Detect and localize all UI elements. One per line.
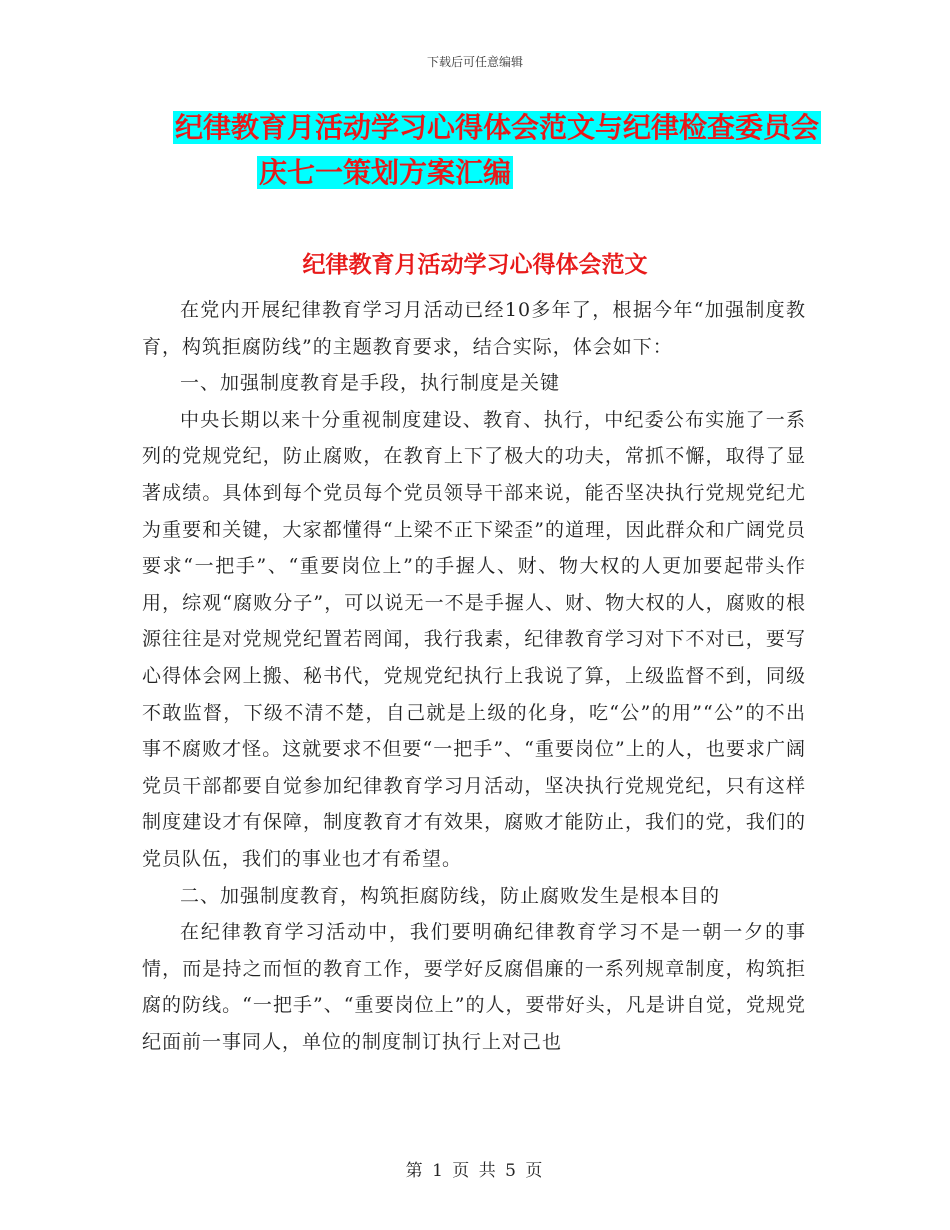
paragraph-heading-2: 二、加强制度教育，构筑拒腐防线，防止腐败发生是根本目的 (180, 884, 721, 907)
paragraph-body-1: 中央长期以来十分重视制度建设、教育、执行，中纪委公布实施了一系列的党规党纪，防止腐败，在教育上下了极大的功夫，常抓不懈，取得了显著成绩。具体到每个党员每个党员领导干部来说，能否坚决执行党规党纪尤为重要和关键，大家都懂得“上梁不正下梁歪”的道理，因此群众和广阔党员要求“一把手”、“重要岗位上”的手握人、财、物大权的人更加要起带头作用，综观“腐败分子”，可以说无一不是手握人、财、物大权的人，腐败的根源往往是对党规党纪置若罔闻，我行我素，纪律教育学习对下不对已，要写心得体会网上搬、秘书代，党规党纪执行上我说了算，上级监督不到，同级不敢监督，下级不清不楚，自己就是上级的化身，吃“公”的用”“公”的不出事不腐败才怪。这就要求不但要“一把手”、“重要岗位”上的人，也要求广阔党员干部都要自觉参加纪律教育学习月活动，坚决执行党规党纪，只有这样制度建设才有保障，制度教育才有效果，腐败才能防止，我们的党，我们的党员队伍，我们的事业也才有希望。 (142, 408, 806, 870)
paragraph-heading-1: 一、加强制度教育是手段，执行制度是关键 (180, 372, 561, 395)
paragraph-intro: 在党内开展纪律教育学习月活动已经10多年了，根据今年“加强制度教育，构筑拒腐防线”的主题教育要求，结合实际，体会如下： (142, 299, 806, 358)
section-title: 纪律教育月活动学习心得体会范文 (302, 252, 648, 278)
header-note: 下载后可任意编辑 (426, 55, 523, 69)
document-title-line-2 (0, 154, 860, 192)
document-title-line-1 (22, 109, 950, 147)
body-text (142, 292, 806, 1060)
document-title-text-2: 庆七一策划方案汇编 (258, 156, 511, 189)
paragraph-body-2: 在纪律教育学习活动中，我们要明确纪律教育学习不是一朝一夕的事情，而是持之而恒的教育工作，要学好反腐倡廉的一系列规章制度，构筑拒腐的防线。“一把手”、“重要岗位上”的人，要带好头，凡是讲自觉，党规党纪面前一事同人，单位的制度制订执行上对己也 (142, 921, 806, 1053)
page-number: 第 1 页 共 5 页 (405, 1161, 545, 1181)
document-title-text-1: 纪律教育月活动学习心得体会范文与纪律检查委员会 (174, 111, 819, 144)
